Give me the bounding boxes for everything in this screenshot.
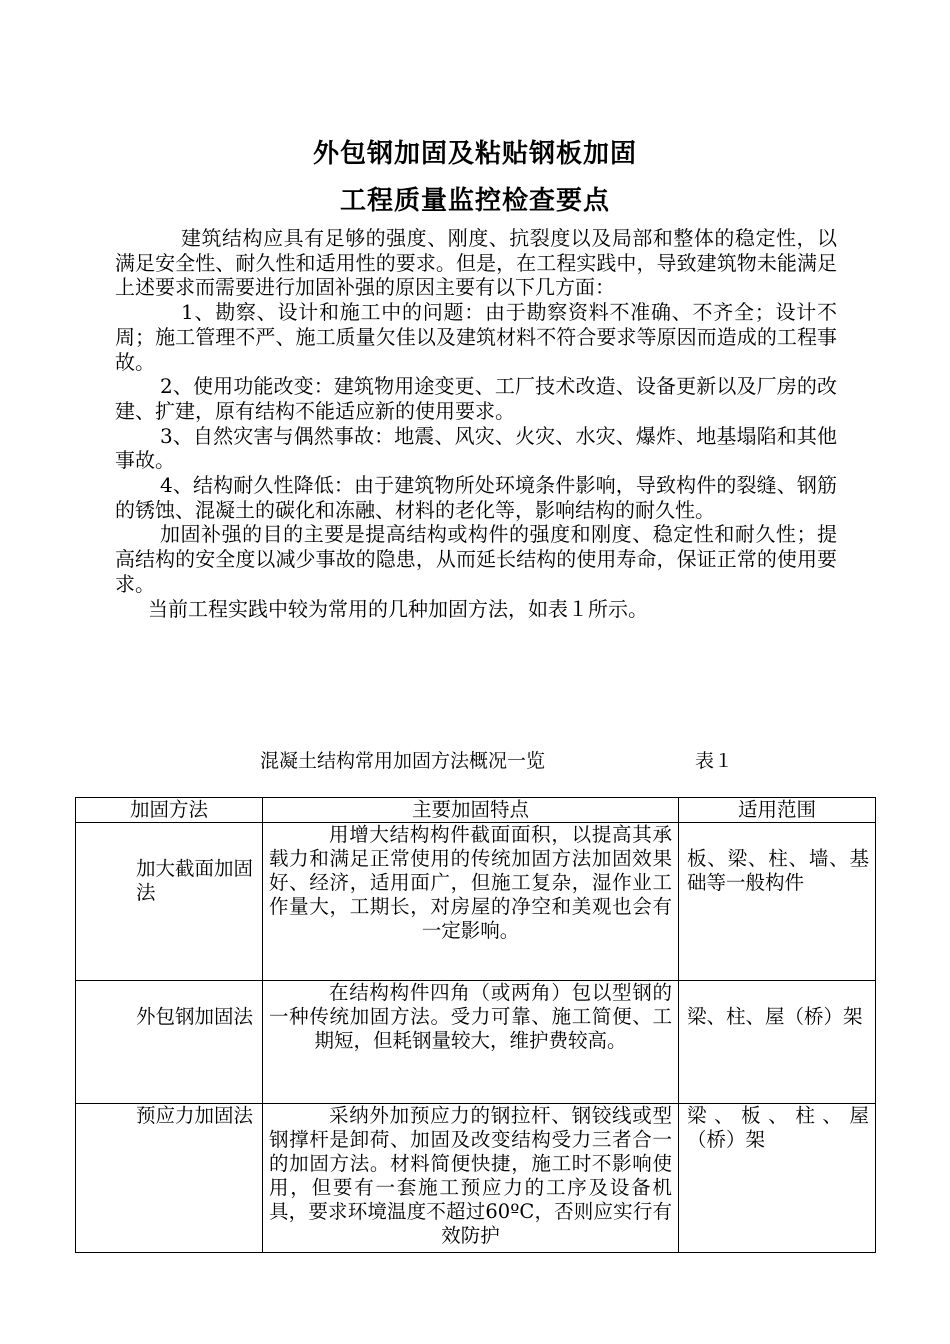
header-scope: 适用范围 (679, 798, 876, 823)
method-text: 加大截面加固法 (136, 857, 254, 904)
method-cell (76, 823, 263, 981)
feature-cell (263, 823, 679, 981)
scope-cell (679, 981, 876, 1104)
header-method: 加固方法 (76, 798, 263, 823)
scope-cell (679, 1104, 876, 1253)
scope-text: 梁、板、柱、屋（桥）架 (687, 1104, 869, 1151)
method-intro-paragraph: 当前工程实践中较为常用的几种加固方法，如表１所示。 (148, 596, 648, 621)
reinforcement-methods-table (75, 797, 876, 1253)
scope-cell (679, 823, 876, 981)
document-title-line-1: 外包钢加固及粘贴钢板加固 (312, 139, 637, 169)
scope-text: 梁、柱、屋（桥）架 (687, 1005, 863, 1028)
intro-paragraph: 建筑结构应具有足够的强度、刚度、抗裂度以及局部和整体的稳定性，以满足安全性、耐久性和适用性的要求。但是，在工程实践中，导致建筑物未能满足上述要求而需要进行加固补强的原因主要有以下几方面： (115, 226, 837, 300)
feature-text: 在结构构件四角（或两角）包以型钢的一种传统加固方法。受力可靠、施工简便、工期短，但耗钢量较大，维护费较高。 (269, 981, 672, 1052)
body-text (115, 226, 837, 621)
feature-cell (263, 981, 679, 1104)
table-caption-number: 表１ (695, 750, 734, 772)
table-row (76, 981, 876, 1104)
cause-paragraph-3: 3、自然灾害与偶然事故：地震、风灾、火灾、水灾、爆炸、地基塌陷和其他事故。 (115, 423, 837, 473)
header-feature: 主要加固特点 (263, 798, 679, 823)
method-cell (76, 981, 263, 1104)
document-title-line-2: 工程质量监控检查要点 (339, 186, 610, 216)
cause-paragraph-4: 4、结构耐久性降低：由于建筑物所处环境条件影响，导致构件的裂缝、钢筋的锈蚀、混凝土的碳化和冻融、材料的老化等，影响结构的耐久性。 (115, 473, 837, 522)
method-text: 外包钢加固法 (136, 1005, 254, 1028)
cause-paragraph-2: 2、使用功能改变：建筑物用途变更、工厂技术改造、设备更新以及厂房的改建、扩建，原有结构不能适应新的使用要求。 (115, 374, 837, 423)
cause-paragraph-1: 1、勘察、设计和施工中的问题：由于勘察资料不准确、不齐全；设计不周；施工管理不严、施工质量欠佳以及建筑材料不符合要求等原因而造成的工程事故。 (115, 300, 837, 374)
feature-text: 用增大结构构件截面面积，以提高其承载力和满足正常使用的传统加固方法加固效果好、经济，适用面广，但施工复杂，湿作业工作量大，工期长，对房屋的净空和美观也会有一定影响。 (269, 823, 672, 942)
method-text: 预应力加固法 (136, 1104, 254, 1127)
table-caption-title: 混凝土结构常用加固方法概况一览 (260, 750, 546, 772)
table-row (76, 823, 876, 981)
method-cell (76, 1104, 263, 1253)
purpose-paragraph: 加固补强的目的主要是提高结构或构件的强度和刚度、稳定性和耐久性；提高结构的安全度以减少事故的隐患，从而延长结构的使用寿命，保证正常的使用要求。 (115, 522, 837, 596)
feature-cell (263, 1104, 679, 1253)
feature-text: 采纳外加预应力的钢拉杆、钢铰线或型钢撑杆是卸荷、加固及改变结构受力三者合一的加固方法。材料简便快捷，施工时不影响使用，但要有一套施工预应力的工序及设备机具，要求环境温度不超过60ºC，否则应实行有效防护 (269, 1104, 672, 1247)
scope-text: 板、梁、柱、墙、基础等一般构件 (687, 847, 869, 894)
table-row (76, 1104, 876, 1253)
